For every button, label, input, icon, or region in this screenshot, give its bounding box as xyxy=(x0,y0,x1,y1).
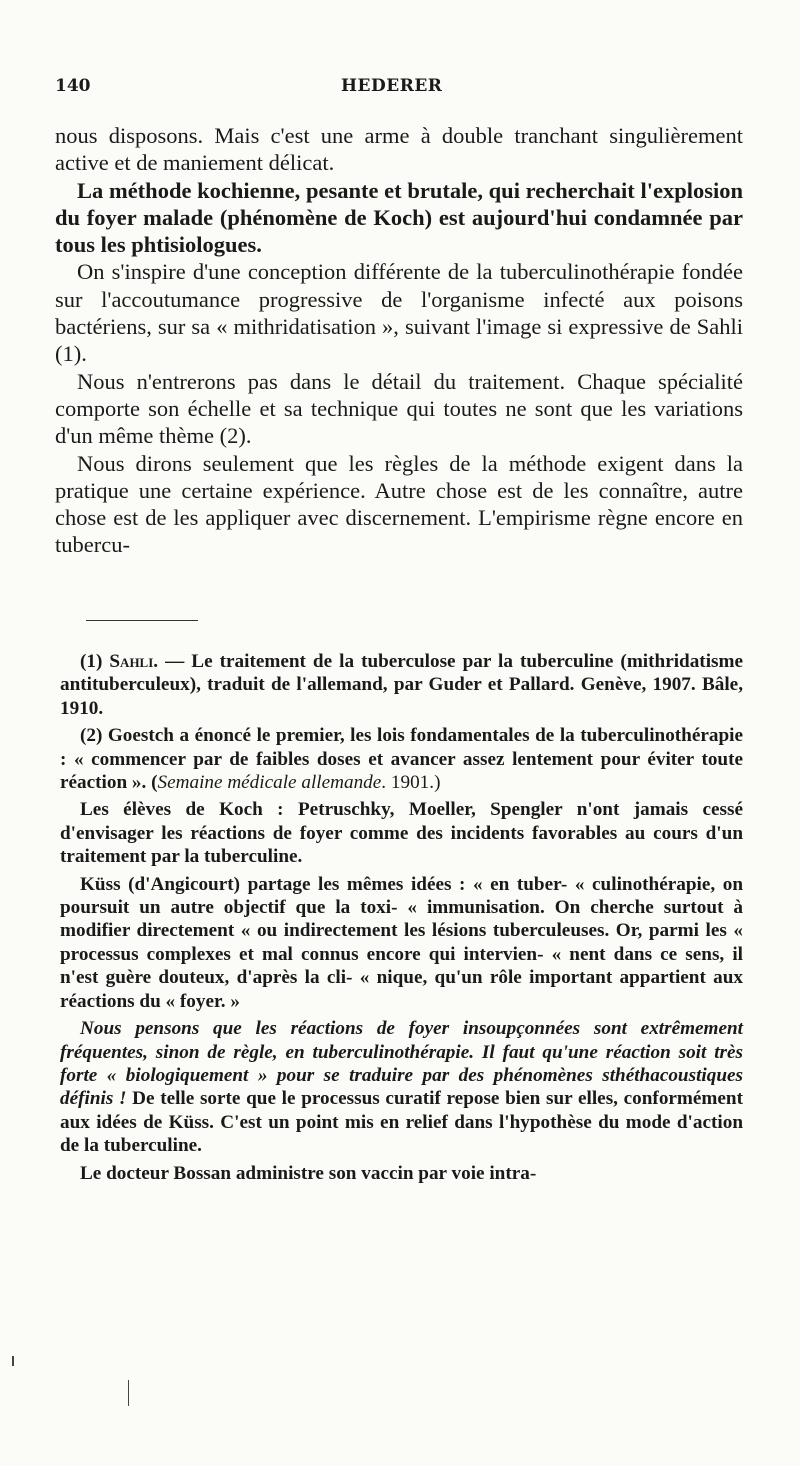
scan-speck xyxy=(128,1380,129,1406)
paragraph-4: Nous n'entrerons pas dans le détail du traitement. Chaque spécialité comporte son échelle et sa technique qui toutes ne sont que les variations d'un même thème (2). xyxy=(55,368,743,449)
footnote-1-text: — Le traitement de la tuberculose par la tuberculine (mithridatisme antituberculeux), traduit de l'allemand, par Guder et Pallard. Genève, 1907. Bâle, 1910. xyxy=(60,651,743,719)
running-head: HEDERER xyxy=(341,76,443,96)
footnote-1-author: Sahli. xyxy=(109,651,159,672)
page-header xyxy=(55,76,745,102)
footnote-opinion-rest: De telle sorte que le processus curatif repose bien sur elles, conformément aux idées de Küss. C'est un point mis en relief dans l'hypothèse du mode d'action de la tuberculine. xyxy=(60,1088,743,1157)
footnote-2 xyxy=(60,724,743,794)
footnote-2-text: (2) Goestch a énoncé le premier, les lois fondamentales de la tuberculinothérapie : « commencer par de faibles doses et avancer assez lentement pour éviter toute réaction ». ( xyxy=(60,725,743,794)
paragraph-3: On s'inspire d'une conception différente de la tuberculinothérapie fondée sur l'accoutumance progressive de l'organisme infecté aux poisons bactériens, sur sa « mithridatisation », suivant l'image si expressive de Sahli (1). xyxy=(55,259,743,367)
footnote-author-opinion xyxy=(60,1017,743,1157)
footnote-koch-students: Les élèves de Koch : Petruschky, Moeller, Spengler n'ont jamais cessé d'envisager les réactions de foyer comme des incidents favorables au cours d'un traitement par la tuberculine. xyxy=(60,799,743,868)
paragraph-5: Nous dirons seulement que les règles de la méthode exigent dans la pratique une certaine expérience. Autre chose est de les connaître, autre chose est de les appliquer avec discernement. L'empirisme règne encore en tubercu- xyxy=(55,450,743,558)
footnote-1 xyxy=(60,650,743,720)
footnote-kuss-quote: Küss (d'Angicourt) partage les mêmes idées : « en tuber- « culinothérapie, on poursuit un autre objectif que la toxi- « immunisation. On cherche surtout à modifier directement « ou indirectement les lésions tuberculeuses. Or, parmi les « processus complexes et mal connus encore qui intervien- « nent dans ce sens, il n'est guère douteux, d'après la cli- « nique, qu'un rôle important appartient aux réactions du « foyer. » xyxy=(60,873,743,1012)
scan-speck xyxy=(12,1356,14,1366)
paragraph-2: La méthode kochienne, pesante et brutale, qui recherchait l'explosion du foyer malade (phénomène de Koch) est aujourd'hui condamnée par tous les phtisiologues. xyxy=(55,177,743,258)
footnote-separator xyxy=(86,620,198,621)
paragraph-1: nous disposons. Mais c'est une arme à double tranchant singulièrement active et de maniement délicat. xyxy=(55,123,743,176)
footnote-bossan: Le docteur Bossan administre son vaccin par voie intra- xyxy=(80,1162,537,1184)
main-text xyxy=(55,122,743,559)
footnote-2-year: . 1901.) xyxy=(381,772,441,794)
footnote-2-source: Semaine médicale allemande xyxy=(157,772,382,794)
page-number: 140 xyxy=(55,76,91,96)
footnote-1-marker: (1) xyxy=(80,651,110,672)
footnotes xyxy=(60,650,743,1189)
footnote-opinion-italic: Nous pensons que les réactions de foyer insoupçonnées sont extrêmement fréquentes, sinon de règle, en tuberculinothérapie. Il faut qu'une réaction soit très forte « biologiquement » pour se traduire par des phénomènes sthéthacoustiques définis ! xyxy=(60,1018,743,1110)
